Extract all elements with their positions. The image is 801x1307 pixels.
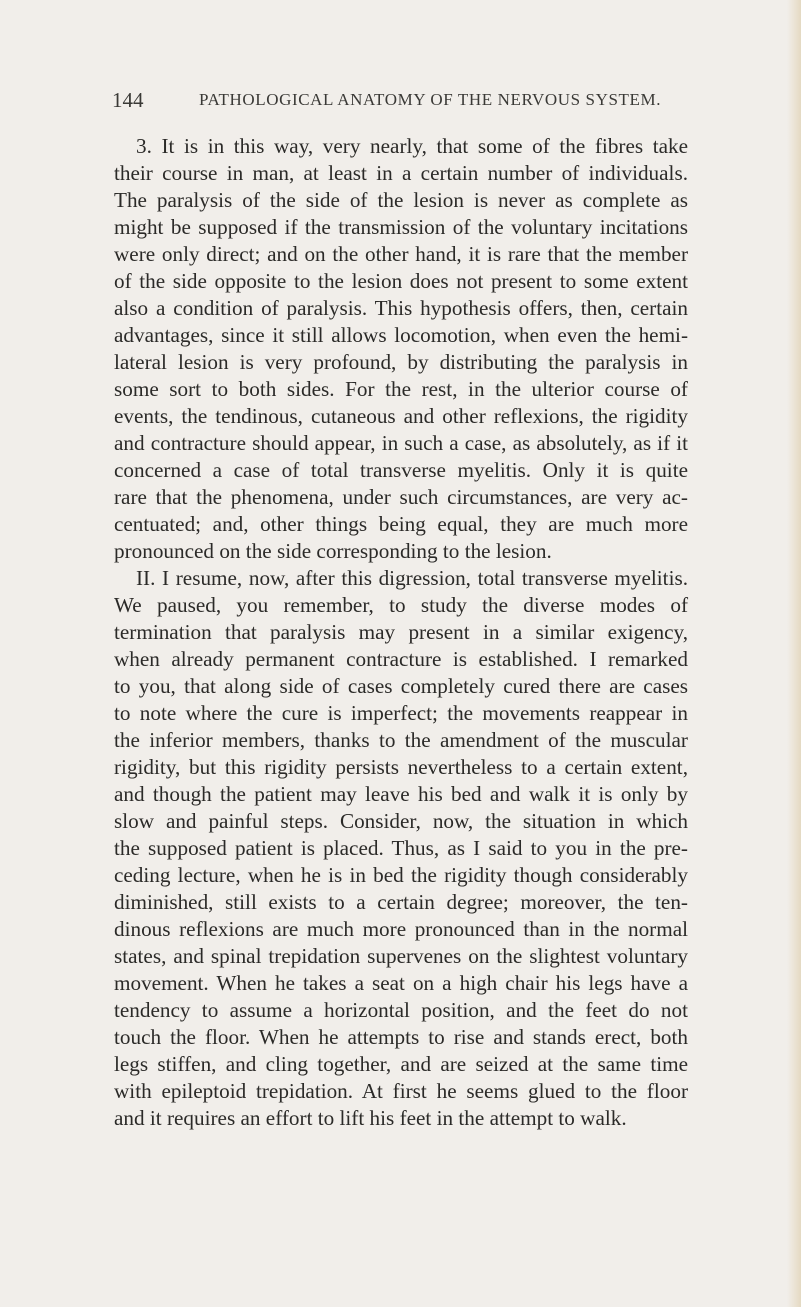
text-line: movement. When he takes a seat on a high chair his legs have a [114, 971, 688, 995]
text-line: of the side opposite to the lesion does not present to some extent [114, 269, 688, 293]
text-line: slow and painful steps. Consider, now, the situation in which [114, 809, 688, 833]
text-line: ceding lecture, when he is in bed the rigidity though considerably [114, 863, 688, 887]
text-line: might be supposed if the transmission of the voluntary incitations [114, 215, 688, 239]
text-line: and though the patient may leave his bed and walk it is only by [114, 782, 688, 806]
text-line: advantages, since it still allows locomotion, when even the hemi- [114, 323, 688, 347]
text-line: The paralysis of the side of the lesion is never as complete as [114, 188, 688, 212]
text-line: touch the floor. When he attempts to rise and stands erect, both [114, 1025, 688, 1049]
text-line: termination that paralysis may present in a similar exigency, [114, 620, 688, 644]
text-line: to you, that along side of cases completely cured there are cases [114, 674, 688, 698]
text-line: diminished, still exists to a certain degree; moreover, the ten- [114, 890, 688, 914]
text-line: dinous reflexions are much more pronounced than in the normal [114, 917, 688, 941]
text-line: legs stiffen, and cling together, and are seized at the same time [114, 1052, 688, 1076]
text-line: rigidity, but this rigidity persists nevertheless to a certain extent, [114, 755, 688, 779]
running-title: PATHOLOGICAL ANATOMY OF THE NERVOUS SYSTEM. [199, 90, 662, 109]
text-line: were only direct; and on the other hand, it is rare that the member [114, 242, 688, 266]
text-line: II. I resume, now, after this digression, total transverse myelitis. [136, 566, 688, 590]
text-line: their course in man, at least in a certain number of individuals. [114, 161, 688, 185]
text-line: We paused, you remember, to study the diverse modes of [114, 593, 688, 617]
text-line: the inferior members, thanks to the amendment of the muscular [114, 728, 688, 752]
text-line: states, and spinal trepidation supervenes on the slightest voluntary [114, 944, 688, 968]
text-line: concerned a case of total transverse myelitis. Only it is quite [114, 458, 688, 482]
text-line: to note where the cure is imperfect; the movements reappear in [114, 701, 688, 725]
running-head [112, 86, 692, 114]
text-line: when already permanent contracture is established. I remarked [114, 647, 688, 671]
page-number: 144 [112, 88, 144, 112]
text-line: the supposed patient is placed. Thus, as I said to you in the pre- [114, 836, 688, 860]
text-line: some sort to both sides. For the rest, in the ulterior course of [114, 377, 688, 401]
text-line: events, the tendinous, cutaneous and other reflexions, the rigidity [114, 404, 688, 428]
text-line: and contracture should appear, in such a case, as absolutely, as if it [114, 431, 688, 455]
text-line: rare that the phenomena, under such circumstances, are very ac- [114, 485, 688, 509]
text-line: tendency to assume a horizontal position, and the feet do not [114, 998, 688, 1022]
text-line: lateral lesion is very profound, by distributing the paralysis in [114, 350, 688, 374]
text-line: centuated; and, other things being equal, they are much more [114, 512, 688, 536]
text-line: pronounced on the side corresponding to the lesion. [114, 539, 552, 563]
page-edge [787, 0, 801, 1307]
text-line: also a condition of paralysis. This hypothesis offers, then, certain [114, 296, 688, 320]
text-line: and it requires an effort to lift his feet in the attempt to walk. [114, 1106, 627, 1130]
text-line: 3. It is in this way, very nearly, that some of the fibres take [136, 134, 688, 158]
text-line: with epileptoid trepidation. At first he seems glued to the floor [114, 1079, 688, 1103]
